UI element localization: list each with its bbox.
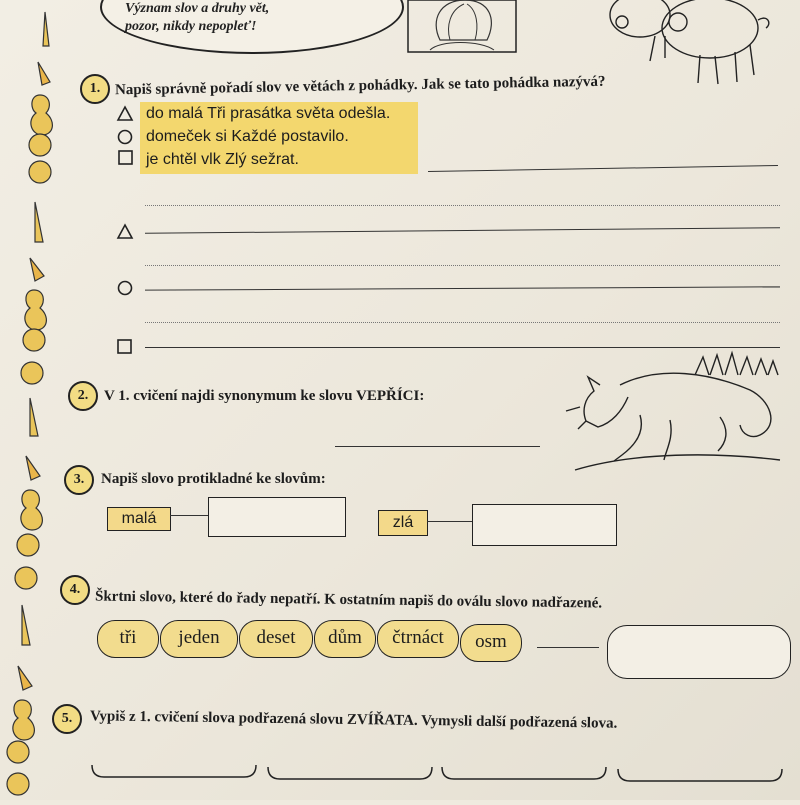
onion-illustration-icon bbox=[400, 0, 520, 55]
exercise-2-instruction bbox=[104, 388, 424, 405]
exercise-5-number: 5. bbox=[52, 704, 82, 734]
answer-line-circle[interactable] bbox=[145, 286, 780, 290]
superordinate-word-oval[interactable] bbox=[607, 625, 791, 679]
opposite-answer-box-2[interactable] bbox=[472, 504, 617, 546]
answer-guide-line bbox=[145, 205, 780, 206]
triangle-icon bbox=[116, 222, 136, 240]
apple-icon bbox=[17, 534, 39, 556]
word-pill-tri[interactable]: tři bbox=[97, 620, 159, 658]
exercise-2-number: 2. bbox=[68, 381, 98, 411]
exercise-3-instruction: Napiš slovo protikladné ke slovům: bbox=[101, 471, 326, 487]
exercise-5-instruction: Vypiš z 1. cvičení slova podřazená slovu ZVÍŘATA. Vymysli další podřazená slova. bbox=[89, 708, 618, 732]
exercise-1-instruction: Napiš správně pořadí slov ve větách z pohádky. Jak se tato pohádka nazývá? bbox=[114, 73, 606, 99]
connector-line bbox=[427, 521, 472, 522]
pear-icon bbox=[31, 95, 53, 135]
carrot-icon bbox=[30, 258, 44, 281]
carrot-icon bbox=[38, 62, 50, 85]
triangle-icon bbox=[118, 107, 132, 120]
fruit-margin-decoration bbox=[0, 0, 70, 800]
circle-icon bbox=[119, 131, 132, 144]
carrot-icon bbox=[26, 456, 40, 480]
fruit-strip-icon bbox=[0, 0, 70, 800]
word-pill-ctrnact[interactable]: čtrnáct bbox=[377, 620, 459, 658]
connector-line bbox=[170, 515, 208, 516]
word-mala-box: malá bbox=[107, 507, 171, 531]
answer-bracket-3 bbox=[442, 767, 606, 779]
sentence-1: do malá Tři prasátka světa odešla. bbox=[146, 105, 391, 122]
apple-icon bbox=[21, 362, 43, 384]
apple-icon bbox=[23, 329, 45, 351]
carrot-icon bbox=[43, 12, 49, 46]
answer-bracket-4 bbox=[618, 769, 782, 781]
answer-guide-line bbox=[145, 265, 780, 266]
pear-icon bbox=[13, 700, 35, 740]
carrot-icon bbox=[18, 666, 32, 690]
wolf-illustration-icon bbox=[560, 345, 785, 475]
bubble-text bbox=[125, 0, 365, 36]
pear-icon bbox=[25, 290, 47, 330]
answer-bracket-1 bbox=[92, 765, 256, 777]
word-pill-dum[interactable]: dům bbox=[314, 620, 376, 658]
exercise-4-instruction: Škrtni slovo, které do řady nepatří. K ostatním napiš do oválu slovo nadřazené. bbox=[94, 588, 603, 612]
sentence-3: je chtěl vlk Zlý sežrat. bbox=[146, 151, 299, 168]
circle-icon bbox=[116, 279, 136, 297]
exercise-5-answer-brackets[interactable] bbox=[90, 755, 790, 795]
exercise-3-number: 3. bbox=[64, 465, 94, 495]
exercise-2-text: V 1. cvičení najdi synonymum ke slovu bbox=[104, 388, 356, 404]
apple-icon bbox=[7, 773, 29, 795]
bubble-line-2: pozor, nikdy nepopleť! bbox=[125, 19, 257, 34]
carrot-icon bbox=[30, 398, 38, 436]
exercise-2-suffix: : bbox=[419, 388, 425, 404]
square-icon bbox=[116, 338, 136, 356]
exercise-1-number: 1. bbox=[80, 74, 110, 104]
apple-icon bbox=[29, 161, 51, 183]
exercise-1-symbols bbox=[116, 104, 136, 172]
word-pill-deset[interactable]: deset bbox=[239, 620, 313, 658]
apple-icon bbox=[15, 567, 37, 589]
word-pill-osm[interactable]: osm bbox=[460, 624, 522, 662]
pear-icon bbox=[21, 490, 43, 530]
exercise-4-number: 4. bbox=[60, 575, 90, 605]
apple-icon bbox=[7, 741, 29, 763]
answer-line-triangle[interactable] bbox=[145, 227, 780, 234]
pigs-illustration-icon bbox=[600, 0, 790, 90]
square-icon bbox=[119, 151, 132, 164]
synonym-answer-line[interactable] bbox=[335, 446, 540, 447]
word-zla-box: zlá bbox=[378, 510, 428, 536]
sentence-2: domeček si Každé postavilo. bbox=[146, 128, 349, 145]
fairytale-title-answer-line[interactable] bbox=[428, 165, 778, 172]
answer-guide-line bbox=[145, 322, 780, 323]
apple-icon bbox=[29, 134, 51, 156]
word-pill-jeden[interactable]: jeden bbox=[160, 620, 238, 658]
carrot-icon bbox=[35, 202, 43, 242]
opposite-answer-box-1[interactable] bbox=[208, 497, 346, 537]
answer-bracket-2 bbox=[268, 767, 432, 779]
connector-line bbox=[537, 647, 599, 648]
bubble-line-1: Význam slov a druhy vět, bbox=[125, 1, 270, 16]
exercise-2-keyword: VEPŘÍCI bbox=[356, 388, 420, 404]
carrot-icon bbox=[22, 605, 30, 645]
